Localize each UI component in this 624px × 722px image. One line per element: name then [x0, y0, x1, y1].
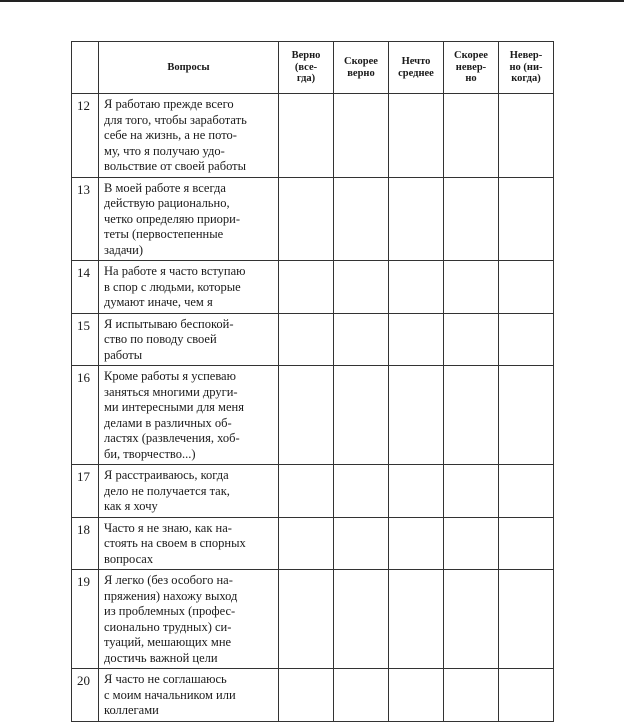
answer-cell-neutral[interactable] [389, 465, 444, 518]
question-text: Я часто не соглашаюсь с моим начальником или коллегами [99, 669, 279, 722]
question-number: 18 [72, 517, 99, 570]
answer-cell-always-true[interactable] [279, 261, 334, 314]
answer-cell-neutral[interactable] [389, 366, 444, 465]
question-text: На работе я часто вступаю в спор с людьми, которые думают иначе, чем я [99, 261, 279, 314]
answer-cell-always-true[interactable] [279, 570, 334, 669]
question-text: Кроме работы я успеваю заняться многими други- ми интересными для меня делами в различных об- ластях (развлечения, хоб- би, творчество...) [99, 366, 279, 465]
answer-cell-rather-false[interactable] [444, 94, 499, 178]
question-text: Часто я не знаю, как на- стоять на своем в спорных вопросах [99, 517, 279, 570]
answer-cell-rather-false[interactable] [444, 261, 499, 314]
question-number: 17 [72, 465, 99, 518]
question-number: 20 [72, 669, 99, 722]
question-number: 12 [72, 94, 99, 178]
answer-cell-neutral[interactable] [389, 313, 444, 366]
answer-cell-never[interactable] [499, 94, 554, 178]
answer-cell-never[interactable] [499, 366, 554, 465]
answer-cell-rather-false[interactable] [444, 570, 499, 669]
table-row [72, 94, 554, 178]
answer-cell-rather-true[interactable] [334, 465, 389, 518]
question-number: 16 [72, 366, 99, 465]
answer-cell-always-true[interactable] [279, 465, 334, 518]
header-answer-neutral: Нечто среднее [389, 42, 444, 94]
table-row [72, 313, 554, 366]
answer-cell-always-true[interactable] [279, 366, 334, 465]
answer-cell-never[interactable] [499, 570, 554, 669]
header-row [72, 42, 554, 94]
question-number: 19 [72, 570, 99, 669]
answer-cell-neutral[interactable] [389, 94, 444, 178]
table-body [72, 94, 554, 722]
table-row [72, 669, 554, 722]
question-number: 13 [72, 177, 99, 261]
answer-cell-rather-false[interactable] [444, 669, 499, 722]
table-header [72, 42, 554, 94]
question-number: 14 [72, 261, 99, 314]
answer-cell-always-true[interactable] [279, 177, 334, 261]
questionnaire-table [71, 41, 554, 722]
question-text: Я работаю прежде всего для того, чтобы заработать себе на жизнь, а не пото- му, что я получаю удо- вольствие от своей работы [99, 94, 279, 178]
answer-cell-always-true[interactable] [279, 313, 334, 366]
table-row [72, 517, 554, 570]
answer-cell-rather-false[interactable] [444, 517, 499, 570]
header-answer-never: Невер- но (ни- когда) [499, 42, 554, 94]
answer-cell-rather-true[interactable] [334, 94, 389, 178]
answer-cell-never[interactable] [499, 261, 554, 314]
question-text: Я испытываю беспокой- ство по поводу своей работы [99, 313, 279, 366]
answer-cell-neutral[interactable] [389, 261, 444, 314]
top-rule [0, 0, 624, 2]
table-row [72, 366, 554, 465]
answer-cell-neutral[interactable] [389, 669, 444, 722]
question-number: 15 [72, 313, 99, 366]
answer-cell-never[interactable] [499, 313, 554, 366]
answer-cell-rather-false[interactable] [444, 177, 499, 261]
answer-cell-rather-false[interactable] [444, 366, 499, 465]
answer-cell-neutral[interactable] [389, 517, 444, 570]
header-questions: Вопросы [99, 42, 279, 94]
answer-cell-never[interactable] [499, 465, 554, 518]
answer-cell-rather-true[interactable] [334, 366, 389, 465]
answer-cell-always-true[interactable] [279, 94, 334, 178]
table-row [72, 465, 554, 518]
answer-cell-rather-true[interactable] [334, 570, 389, 669]
answer-cell-never[interactable] [499, 517, 554, 570]
table-row [72, 570, 554, 669]
question-text: Я легко (без особого на- пряжения) нахожу выход из проблемных (профес- сионально трудных) си- туаций, мешающих мне достичь важной цели [99, 570, 279, 669]
answer-cell-rather-false[interactable] [444, 313, 499, 366]
header-answer-rather-true: Скорее верно [334, 42, 389, 94]
answer-cell-rather-true[interactable] [334, 669, 389, 722]
answer-cell-neutral[interactable] [389, 570, 444, 669]
answer-cell-rather-true[interactable] [334, 261, 389, 314]
answer-cell-neutral[interactable] [389, 177, 444, 261]
answer-cell-never[interactable] [499, 669, 554, 722]
answer-cell-rather-false[interactable] [444, 465, 499, 518]
header-number [72, 42, 99, 94]
table-row [72, 261, 554, 314]
answer-cell-never[interactable] [499, 177, 554, 261]
table-row [72, 177, 554, 261]
answer-cell-rather-true[interactable] [334, 517, 389, 570]
answer-cell-always-true[interactable] [279, 669, 334, 722]
answer-cell-rather-true[interactable] [334, 177, 389, 261]
answer-cell-always-true[interactable] [279, 517, 334, 570]
question-text: Я расстраиваюсь, когда дело не получается так, как я хочу [99, 465, 279, 518]
header-answer-always-true: Верно (все- гда) [279, 42, 334, 94]
question-text: В моей работе я всегда действую рационально, четко определяю приори- теты (первостепенные задачи) [99, 177, 279, 261]
header-answer-rather-false: Скорее невер- но [444, 42, 499, 94]
answer-cell-rather-true[interactable] [334, 313, 389, 366]
